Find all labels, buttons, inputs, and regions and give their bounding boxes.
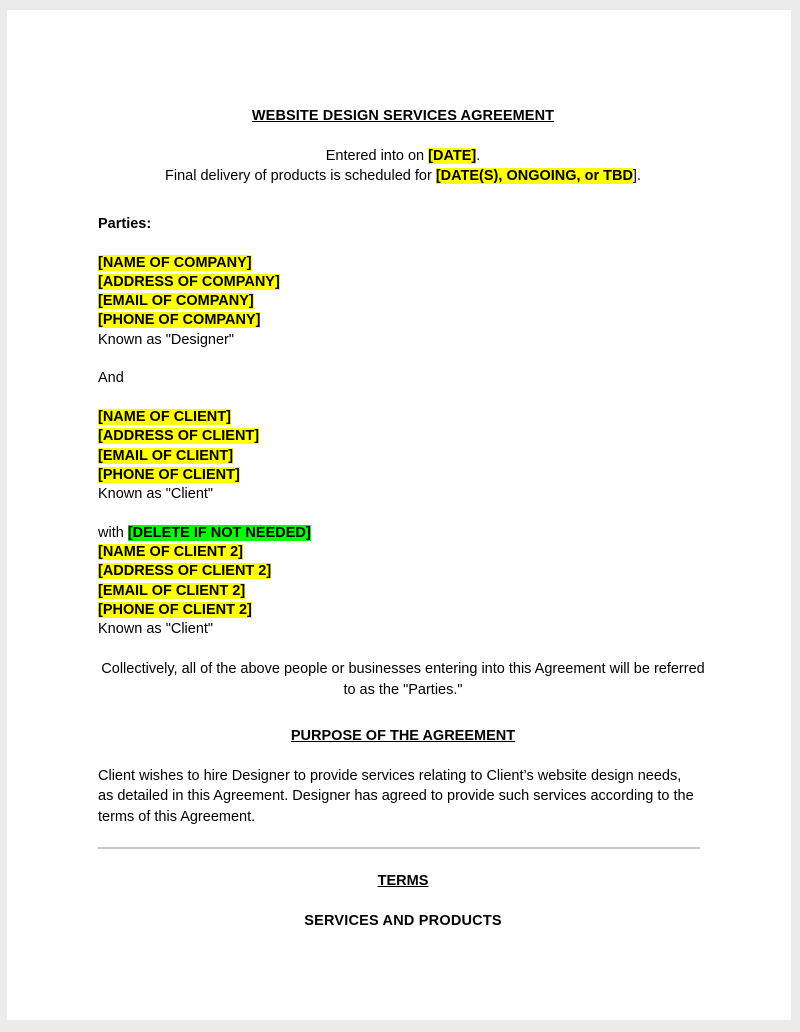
final-delivery-line [98,167,708,187]
document-title-text: WEBSITE DESIGN SERVICES AGREEMENT [251,108,555,124]
client-email-placeholder: [EMAIL OF CLIENT] [98,447,234,464]
client2-with-prefix: with [98,524,128,541]
client-known-as: Known as "Client" [98,486,214,503]
delivery-date-placeholder: [DATE(S), ONGOING, or TBD [435,167,633,184]
purpose-paragraph: Client wishes to hire Designer to provide services relating to Client’s website design needs, as detailed in this Agreement. Designer has agreed to provide such services according to the terms of this Agreement. [98,767,694,825]
client2-name-placeholder: [NAME OF CLIENT 2] [98,544,243,561]
terms-heading [98,873,708,889]
delete-if-not-needed-note: [DELETE IF NOT NEEDED] [127,524,311,541]
client2-address-placeholder: [ADDRESS OF CLIENT 2] [98,563,272,580]
designer-phone-line [98,311,708,330]
designer-email-line [98,292,708,311]
client-address-line [98,427,708,446]
parties-label: Parties: [98,216,152,232]
designer-address-line [98,273,708,292]
client2-phone-line [98,601,708,620]
spacer [98,389,708,408]
purpose-heading [98,728,708,744]
designer-known-as: Known as "Designer" [98,331,235,348]
designer-party-block [98,254,708,350]
client2-phone-placeholder: [PHONE OF CLIENT 2] [98,601,252,618]
spacer [98,504,708,523]
client2-known-as: Known as "Client" [98,621,214,638]
section-divider [98,847,700,849]
designer-name-placeholder: [NAME OF COMPANY] [98,254,252,271]
collective-statement: Collectively, all of the above people or businesses entering into this Agreement will be referred to as the "Parties." [101,660,705,698]
document-page [7,10,791,1020]
designer-phone-placeholder: [PHONE OF COMPANY] [98,312,261,329]
final-delivery-prefix: Final delivery of products is scheduled for [165,167,436,184]
client2-name-line [98,543,708,562]
client-party-block [98,408,708,504]
client-phone-placeholder: [PHONE OF CLIENT] [98,466,240,483]
entered-into-line [98,147,708,167]
purpose-heading-text: PURPOSE OF THE AGREEMENT [290,727,516,744]
entered-into-prefix: Entered into on [325,148,429,164]
designer-address-placeholder: [ADDRESS OF COMPANY] [98,273,280,290]
client-phone-line [98,466,708,485]
document-title [98,108,708,124]
date-placeholder: [DATE] [428,148,477,164]
client-address-placeholder: [ADDRESS OF CLIENT] [98,428,260,445]
spacer [98,234,708,253]
spacer [98,350,708,369]
client2-with-line [98,524,708,543]
intro-block [98,147,708,186]
designer-name-line [98,254,708,273]
final-delivery-suffix: ]. [632,167,641,184]
client2-address-line [98,562,708,581]
document-content [98,10,708,929]
client-name-placeholder: [NAME OF CLIENT] [98,408,231,425]
client-name-line [98,408,708,427]
parties-conjunction: And [98,370,124,387]
entered-into-suffix: . [476,148,481,164]
client2-email-line [98,582,708,601]
client-email-line [98,447,708,466]
client2-email-placeholder: [EMAIL OF CLIENT 2] [98,582,246,599]
designer-email-placeholder: [EMAIL OF COMPANY] [98,293,254,310]
terms-heading-text: TERMS [377,873,429,890]
services-and-products-heading: SERVICES AND PRODUCTS [304,913,502,930]
client2-party-block [98,524,708,640]
